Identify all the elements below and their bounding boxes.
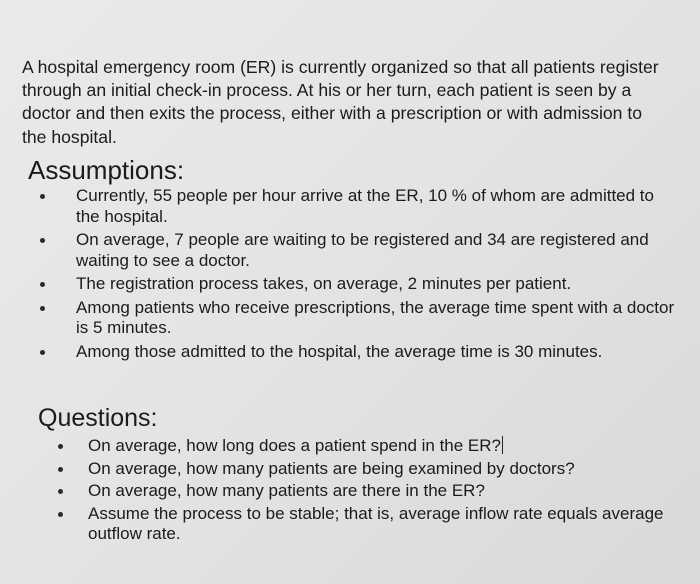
questions-list [88, 436, 668, 547]
bullet-icon [40, 282, 45, 287]
question-text: On average, how many patients are being examined by doctors? [88, 458, 575, 478]
question-text: On average, how many patients are there in the ER? [88, 481, 485, 500]
list-item [76, 342, 676, 363]
question-text: Assume the process to be stable; that is, average inflow rate equals average outflow rate. [88, 503, 664, 543]
text-cursor [502, 436, 503, 454]
bullet-icon [40, 306, 45, 311]
assumption-text: Among those admitted to the hospital, the average time is 30 minutes. [76, 341, 603, 361]
list-item [76, 274, 676, 295]
intro-paragraph: A hospital emergency room (ER) is currently organized so that all patients register through an initial check-in process. At his or her turn, each patient is seen by a doctor and then exits the process, either with a prescription or with admission to the hospital. [22, 57, 659, 147]
bullet-icon [40, 194, 45, 199]
list-item [88, 459, 668, 480]
assumption-text: On average, 7 people are waiting to be registered and 34 are registered and waiting to see a doctor. [76, 230, 649, 270]
bullet-icon [58, 444, 63, 449]
list-item [76, 230, 676, 271]
assumption-text: Among patients who receive prescriptions, the average time spent with a doctor is 5 minutes. [76, 297, 675, 337]
bullet-icon [58, 489, 63, 494]
list-item [76, 186, 676, 227]
questions-heading: Questions: [38, 404, 158, 432]
bullet-icon [58, 467, 63, 472]
assumption-text: Currently, 55 people per hour arrive at the ER, 10 % of whom are admitted to the hospital. [76, 186, 654, 226]
assumption-text: The registration process takes, on average, 2 minutes per patient. [76, 274, 572, 293]
bullet-icon [58, 512, 63, 517]
assumptions-list [76, 186, 676, 365]
list-item [88, 504, 668, 545]
list-item [88, 481, 668, 502]
bullet-icon [40, 238, 45, 243]
assumptions-heading: Assumptions: [28, 155, 185, 185]
question-text: On average, how long does a patient spend in the ER? [88, 436, 502, 455]
bullet-icon [40, 350, 45, 355]
list-item [88, 436, 668, 457]
list-item [76, 298, 676, 339]
